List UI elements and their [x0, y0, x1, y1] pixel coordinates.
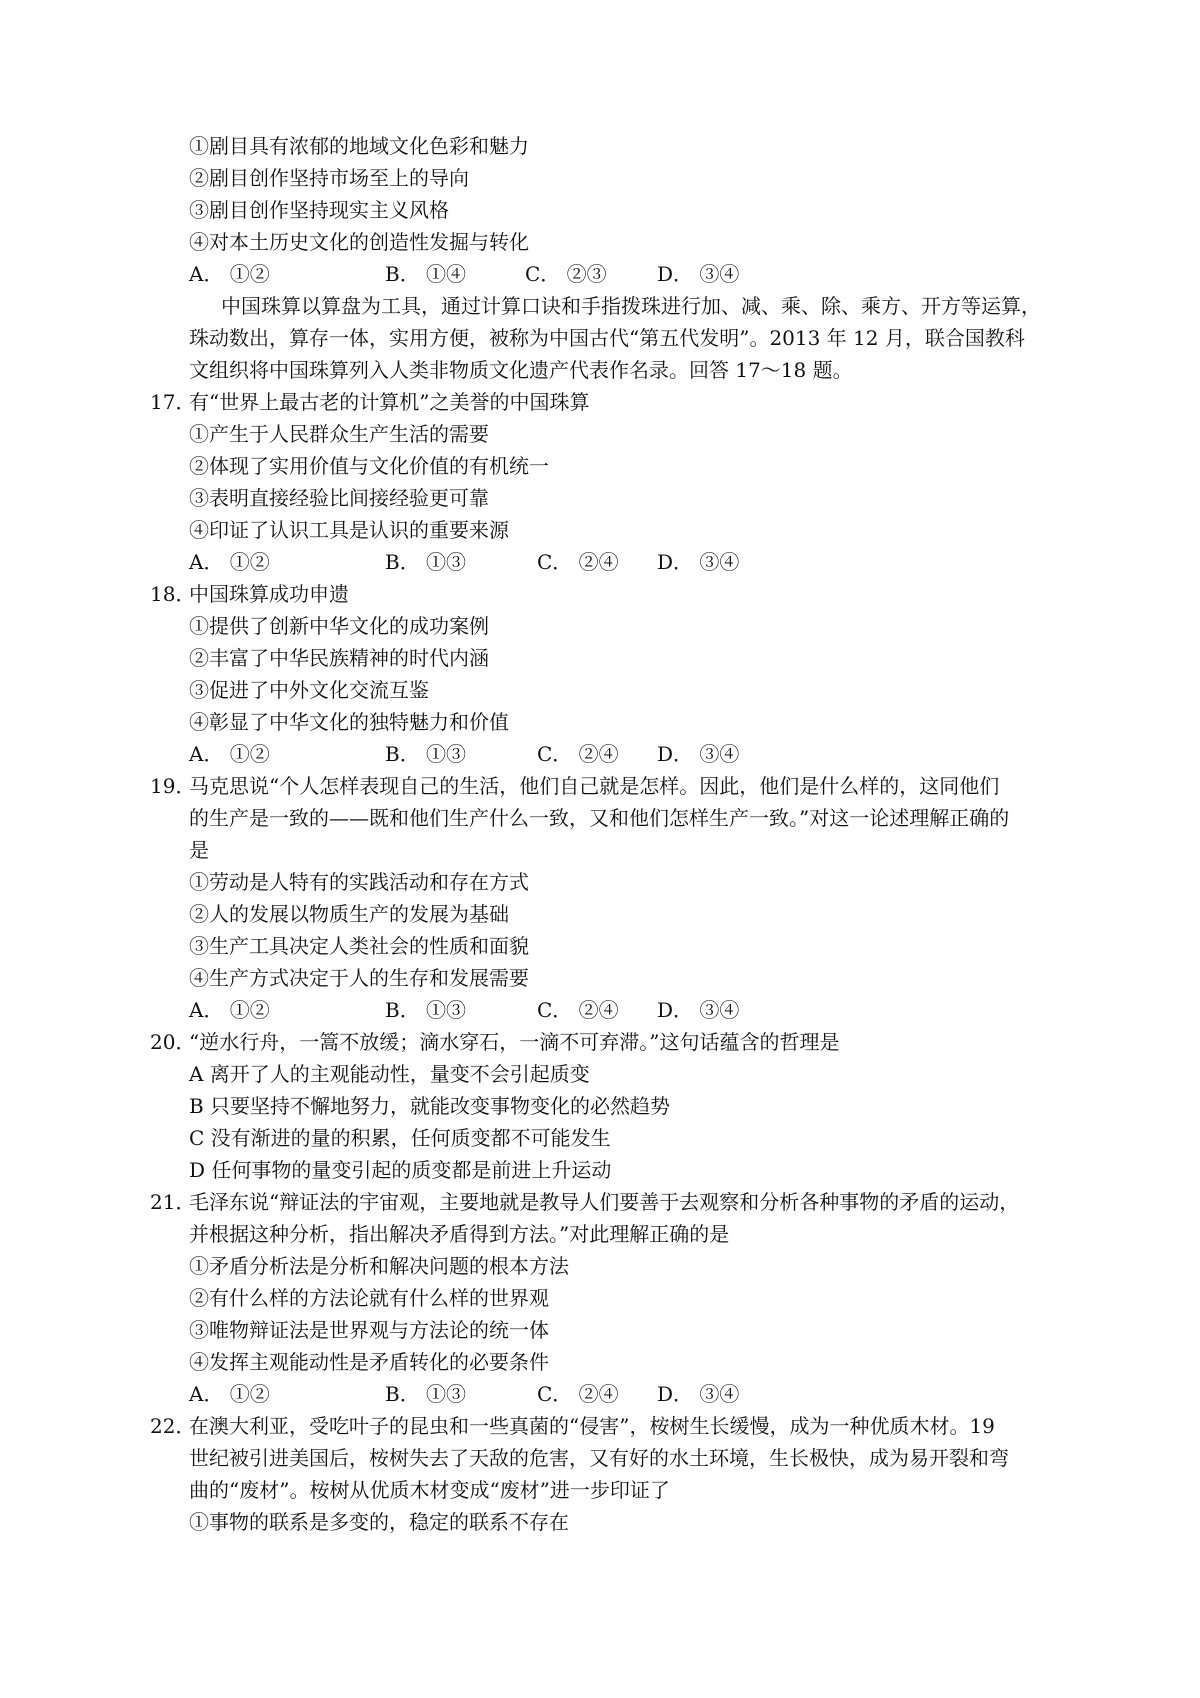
- choice-b: B． ①③: [385, 998, 467, 1022]
- choice-a: A． ①②: [189, 742, 270, 766]
- question-number: 19．: [150, 774, 196, 798]
- choice-d: D． ③④: [657, 742, 740, 766]
- choice-a: A． ①②: [189, 262, 270, 286]
- passage-line: 珠动数出，算存一体，实用方便，被称为中国古代“第五代发明”。2013 年 12 月，联合国教科: [189, 326, 1025, 350]
- option-item: ①产生于人民群众生产生活的需要: [189, 422, 489, 446]
- question-stem: 的生产是一致的——既和他们生产什么一致，又和他们怎样生产一致。”对这一论述理解正确的: [189, 806, 1010, 830]
- question-stem: “逆水行舟，一篙不放缓；滴水穿石，一滴不可弃滞。”这句话蕴含的哲理是: [189, 1030, 840, 1054]
- passage-line: 中国珠算以算盘为工具，通过计算口诀和手指拨珠进行加、减、乘、除、乘方、开方等运算，: [221, 294, 1041, 318]
- question-stem: 是: [189, 838, 209, 862]
- choice-b: B． ①③: [385, 1382, 467, 1406]
- question-number: 17．: [150, 390, 196, 414]
- question-number: 18．: [150, 582, 196, 606]
- option-item: D 任何事物的量变引起的质变都是前进上升运动: [189, 1158, 612, 1182]
- choice-d: D． ③④: [657, 550, 740, 574]
- option-item: ④对本土历史文化的创造性发掘与转化: [189, 230, 529, 254]
- question-stem: 中国珠算成功申遗: [189, 582, 349, 606]
- option-item: ①劳动是人特有的实践活动和存在方式: [189, 870, 529, 894]
- choice-b: B． ①③: [385, 742, 467, 766]
- question-stem: 有“世界上最古老的计算机”之美誉的中国珠算: [189, 390, 590, 414]
- question-number: 20．: [150, 1030, 196, 1054]
- passage-line: 文组织将中国珠算列入人类非物质文化遗产代表作名录。回答 17～18 题。: [189, 358, 853, 382]
- option-item: ④生产方式决定于人的生存和发展需要: [189, 966, 529, 990]
- option-item: ③唯物辩证法是世界观与方法论的统一体: [189, 1318, 549, 1342]
- choice-a: A． ①②: [189, 550, 270, 574]
- option-item: ③生产工具决定人类社会的性质和面貌: [189, 934, 529, 958]
- option-item: ②剧目创作坚持市场至上的导向: [189, 166, 469, 190]
- choice-d: D． ③④: [657, 1382, 740, 1406]
- question-number: 21．: [150, 1190, 196, 1214]
- question-number: 22．: [150, 1414, 196, 1438]
- choice-b: B． ①④: [385, 262, 467, 286]
- choice-c: C． ②④: [537, 998, 619, 1022]
- choice-c: C． ②④: [537, 742, 619, 766]
- option-item: ③剧目创作坚持现实主义风格: [189, 198, 449, 222]
- option-item: ③表明直接经验比间接经验更可靠: [189, 486, 489, 510]
- option-item: C 没有渐进的量的积累，任何质变都不可能发生: [189, 1126, 611, 1150]
- choice-a: A． ①②: [189, 998, 270, 1022]
- option-item: ③促进了中外文化交流互鉴: [189, 678, 429, 702]
- option-item: ①事物的联系是多变的，稳定的联系不存在: [189, 1510, 569, 1534]
- choice-c: C． ②④: [537, 550, 619, 574]
- option-item: ①提供了创新中华文化的成功案例: [189, 614, 489, 638]
- option-item: ④印证了认识工具是认识的重要来源: [189, 518, 509, 542]
- option-item: B 只要坚持不懈地努力，就能改变事物变化的必然趋势: [189, 1094, 671, 1118]
- question-stem: 马克思说“个人怎样表现自己的生活，他们自己就是怎样。因此，他们是什么样的，这同他们: [189, 774, 1000, 798]
- choice-c: C． ②④: [537, 1382, 619, 1406]
- option-item: ②人的发展以物质生产的发展为基础: [189, 902, 509, 926]
- choice-d: D． ③④: [657, 998, 740, 1022]
- option-item: ②体现了实用价值与文化价值的有机统一: [189, 454, 549, 478]
- question-stem: 毛泽东说“辩证法的宇宙观，主要地就是教导人们要善于去观察和分析各种事物的矛盾的运动，: [189, 1190, 1020, 1214]
- choice-b: B． ①③: [385, 550, 467, 574]
- option-item: A 离开了人的主观能动性，量变不会引起质变: [189, 1062, 590, 1086]
- question-stem: 世纪被引进美国后，桉树失去了天敌的危害，又有好的水土环境，生长极快，成为易开裂和弯: [189, 1446, 1009, 1470]
- option-item: ②丰富了中华民族精神的时代内涵: [189, 646, 489, 670]
- choice-d: D． ③④: [657, 262, 740, 286]
- option-item: ④发挥主观能动性是矛盾转化的必要条件: [189, 1350, 549, 1374]
- option-item: ②有什么样的方法论就有什么样的世界观: [189, 1286, 549, 1310]
- question-stem: 曲的“废材”。桉树从优质木材变成“废材”进一步印证了: [189, 1478, 670, 1502]
- question-stem: 并根据这种分析，指出解决矛盾得到方法。”对此理解正确的是: [189, 1222, 730, 1246]
- option-item: ④彰显了中华文化的独特魅力和价值: [189, 710, 509, 734]
- choice-c: C． ②③: [525, 262, 607, 286]
- question-stem: 在澳大利亚，受吃叶子的昆虫和一些真菌的“侵害”，桉树生长缓慢，成为一种优质木材。19: [189, 1414, 995, 1438]
- option-item: ①矛盾分析法是分析和解决问题的根本方法: [189, 1254, 569, 1278]
- choice-a: A． ①②: [189, 1382, 270, 1406]
- option-item: ①剧目具有浓郁的地域文化色彩和魅力: [189, 134, 529, 158]
